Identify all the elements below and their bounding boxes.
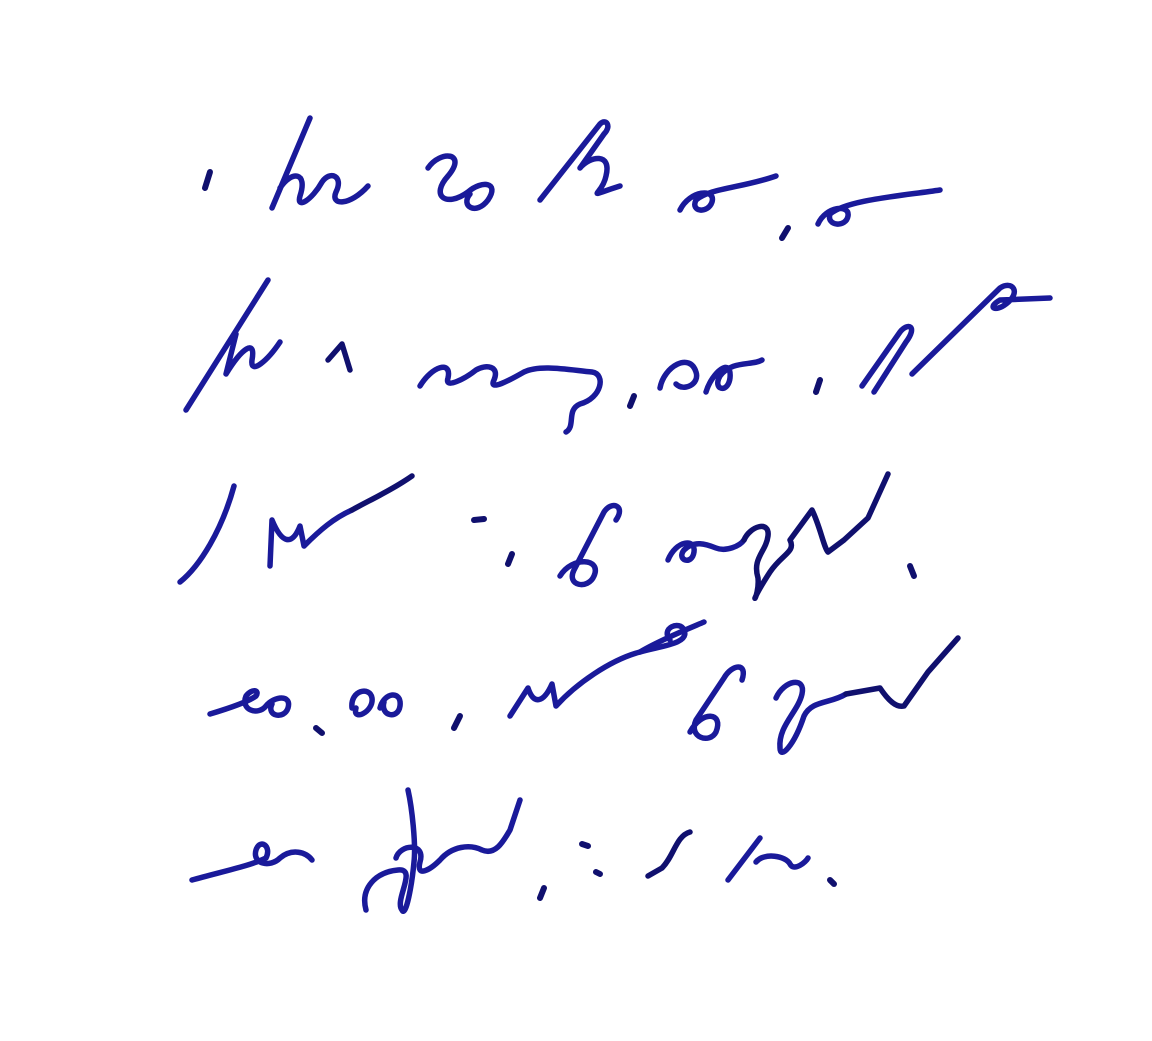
shorthand-line-2	[186, 280, 1050, 432]
shorthand-line-1	[205, 118, 940, 238]
shorthand-line-4	[210, 622, 958, 752]
shorthand-line-5	[192, 790, 834, 911]
shorthand-line-3	[180, 474, 914, 598]
